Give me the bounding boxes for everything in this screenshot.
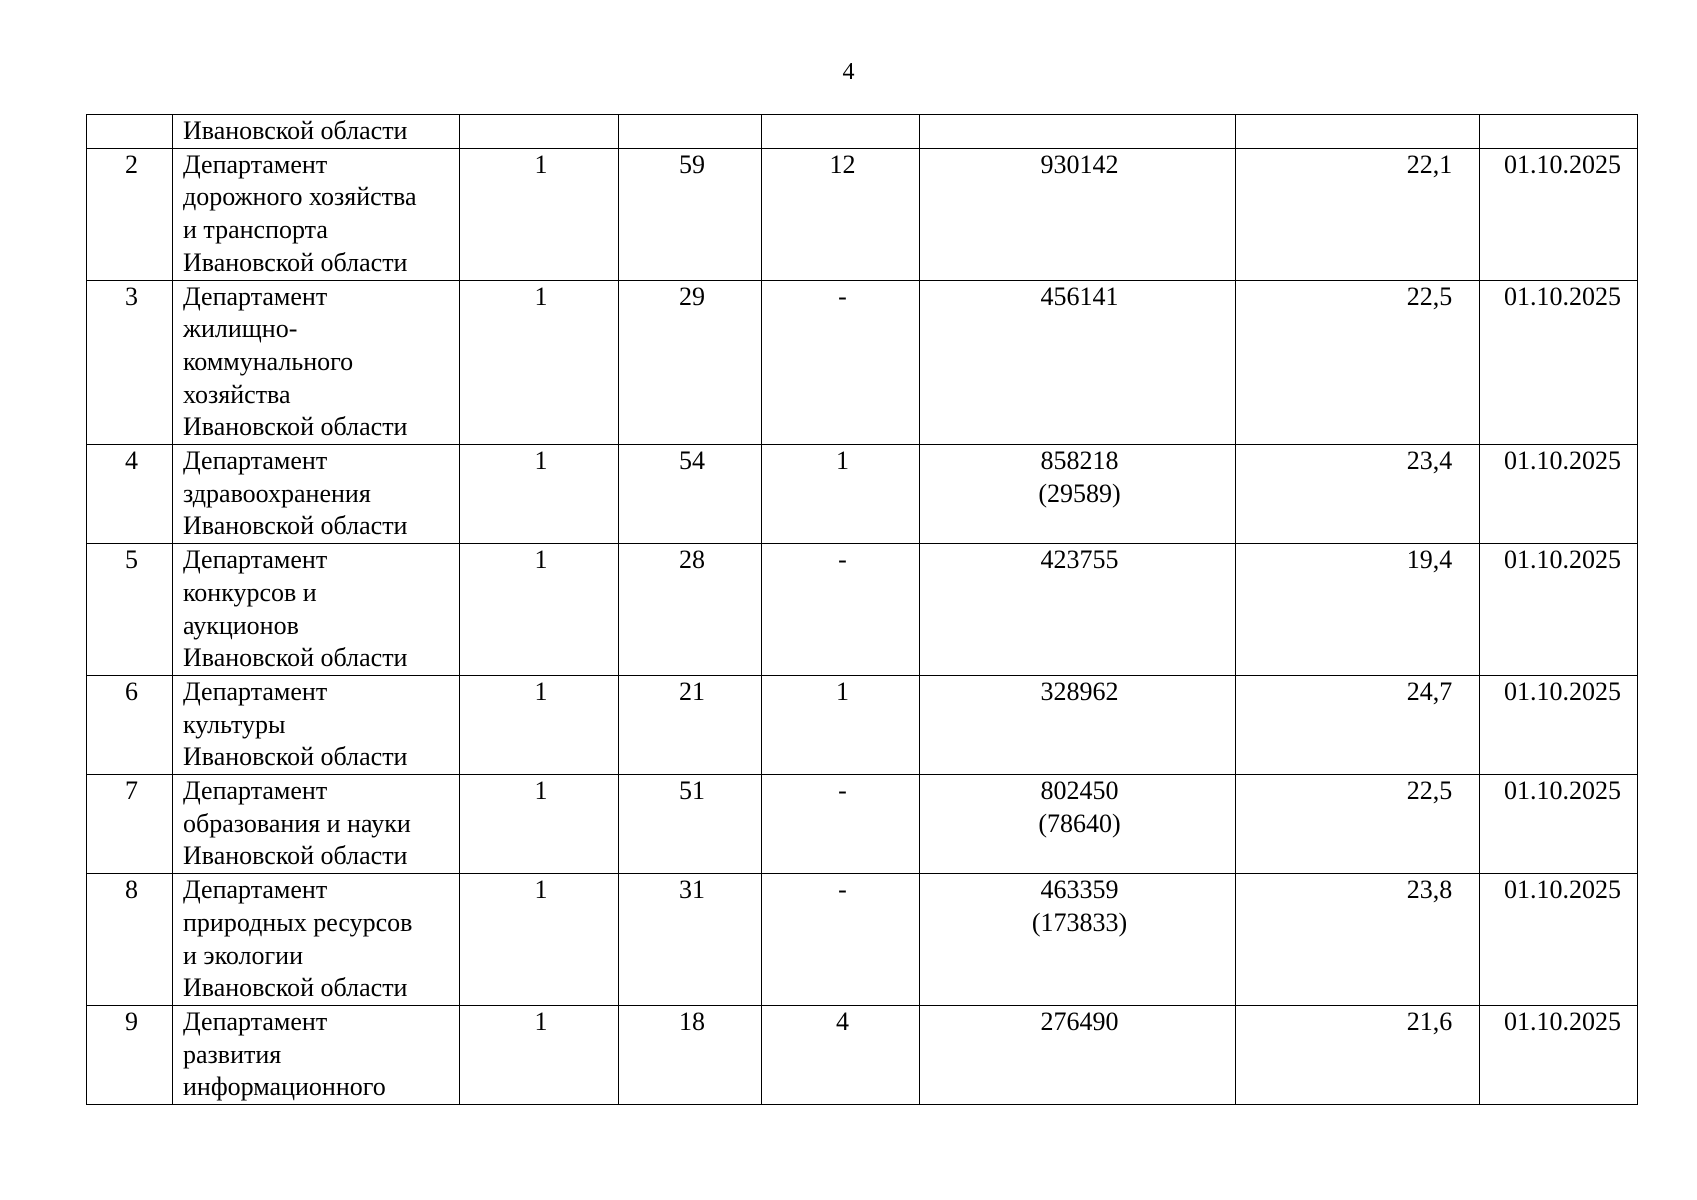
amount-cell: [920, 1005, 1236, 1104]
date-cell: 01.10.2025: [1480, 148, 1638, 280]
share-cell: 24,7: [1236, 675, 1480, 774]
share-cell: [1236, 115, 1480, 149]
department-name-line: природных ресурсов: [183, 907, 413, 937]
column-3-cell: 1: [460, 148, 619, 280]
table-body: [87, 115, 1638, 1105]
department-name-line: Ивановской области: [183, 643, 408, 673]
column-5-cell: -: [762, 280, 920, 445]
department-name-line: Ивановской области: [183, 511, 408, 541]
department-name-cell: [173, 445, 460, 544]
department-name-cell: [173, 148, 460, 280]
table-row: [87, 115, 1638, 149]
date-cell: 01.10.2025: [1480, 280, 1638, 445]
column-4-cell: 18: [619, 1005, 762, 1104]
column-5-cell: 1: [762, 445, 920, 544]
amount-cell: [920, 544, 1236, 676]
department-name-line: культуры: [183, 709, 286, 739]
column-3-cell: 1: [460, 544, 619, 676]
amount-cell: [920, 115, 1236, 149]
column-4-cell: 31: [619, 874, 762, 1006]
column-4-cell: 54: [619, 445, 762, 544]
date-cell: [1480, 115, 1638, 149]
department-name-line: аукционов: [183, 610, 299, 640]
share-cell: 22,5: [1236, 280, 1480, 445]
share-cell: 22,1: [1236, 148, 1480, 280]
row-number-cell: 8: [87, 874, 173, 1006]
table-row: [87, 775, 1638, 874]
page-number: 4: [842, 59, 855, 85]
column-4-cell: 28: [619, 544, 762, 676]
department-name-line: Департамент: [183, 676, 328, 706]
date-cell: 01.10.2025: [1480, 874, 1638, 1006]
amount-cell: [920, 445, 1236, 544]
department-name-cell: [173, 675, 460, 774]
amount-line: (173833): [1031, 907, 1128, 937]
column-4-cell: [619, 115, 762, 149]
department-name-cell: [173, 1005, 460, 1104]
department-name-line: здравоохранения: [183, 478, 371, 508]
column-5-cell: -: [762, 874, 920, 1006]
row-number-cell: [87, 115, 173, 149]
department-name-line: Департамент: [183, 446, 328, 476]
department-name-cell: [173, 775, 460, 874]
column-4-cell: 51: [619, 775, 762, 874]
date-cell: 01.10.2025: [1480, 675, 1638, 774]
column-3-cell: 1: [460, 445, 619, 544]
column-5-cell: [762, 115, 920, 149]
department-name-line: Ивановской области: [183, 973, 408, 1003]
row-number-cell: 6: [87, 675, 173, 774]
share-cell: 23,8: [1236, 874, 1480, 1006]
department-name-cell: [173, 280, 460, 445]
department-name-line: Департамент: [183, 281, 328, 311]
column-5-cell: 4: [762, 1005, 920, 1104]
department-name-line: образования и науки: [183, 808, 411, 838]
share-cell: 19,4: [1236, 544, 1480, 676]
share-cell: 23,4: [1236, 445, 1480, 544]
department-name-line: Ивановской области: [183, 412, 408, 442]
amount-line: (29589): [1038, 478, 1121, 508]
amount-cell: [920, 775, 1236, 874]
department-name-line: Департамент: [183, 776, 328, 806]
department-name-line: Ивановской области: [183, 841, 408, 871]
table-row: [87, 280, 1638, 445]
row-number-cell: 3: [87, 280, 173, 445]
department-name-line: дорожного хозяйства: [183, 182, 417, 212]
department-name-line: информационного: [183, 1072, 386, 1102]
column-5-cell: 1: [762, 675, 920, 774]
column-5-cell: 12: [762, 148, 920, 280]
amount-line: 328962: [1040, 676, 1119, 706]
amount-line: (78640): [1038, 808, 1121, 838]
table-row: [87, 675, 1638, 774]
date-cell: 01.10.2025: [1480, 445, 1638, 544]
department-name-line: коммунального: [183, 346, 354, 376]
column-3-cell: 1: [460, 675, 619, 774]
department-name-cell: [173, 115, 460, 149]
department-name-line: и экологии: [183, 940, 304, 970]
date-cell: 01.10.2025: [1480, 544, 1638, 676]
department-name-cell: [173, 874, 460, 1006]
table-row: [87, 544, 1638, 676]
department-name-cell: [173, 544, 460, 676]
column-4-cell: 59: [619, 148, 762, 280]
column-3-cell: 1: [460, 874, 619, 1006]
share-cell: 22,5: [1236, 775, 1480, 874]
amount-line: 930142: [1040, 149, 1119, 179]
department-name-line: и транспорта: [183, 215, 328, 245]
row-number-cell: 2: [87, 148, 173, 280]
department-name-line: Ивановской области: [183, 116, 408, 145]
row-number-cell: 4: [87, 445, 173, 544]
amount-line: 802450: [1040, 776, 1119, 806]
column-4-cell: 21: [619, 675, 762, 774]
column-3-cell: 1: [460, 775, 619, 874]
column-3-cell: 1: [460, 280, 619, 445]
amount-cell: [920, 280, 1236, 445]
row-number-cell: 9: [87, 1005, 173, 1104]
department-name-line: Департамент: [183, 875, 328, 905]
department-name-line: жилищно-: [183, 314, 298, 344]
date-cell: 01.10.2025: [1480, 1005, 1638, 1104]
table-row: [87, 445, 1638, 544]
department-name-line: конкурсов и: [183, 577, 317, 607]
amount-line: 276490: [1040, 1006, 1119, 1036]
department-name-line: хозяйства: [183, 379, 291, 409]
department-name-line: Департамент: [183, 1006, 328, 1036]
table-row: [87, 148, 1638, 280]
department-name-line: развития: [183, 1039, 282, 1069]
amount-line: 456141: [1040, 281, 1119, 311]
table-row: [87, 1005, 1638, 1104]
table-row: [87, 874, 1638, 1006]
department-name-line: Департамент: [183, 149, 328, 179]
row-number-cell: 5: [87, 544, 173, 676]
amount-line: 423755: [1040, 545, 1119, 575]
row-number-cell: 7: [87, 775, 173, 874]
column-4-cell: 29: [619, 280, 762, 445]
departments-table: [86, 114, 1638, 1105]
date-cell: 01.10.2025: [1480, 775, 1638, 874]
amount-cell: [920, 148, 1236, 280]
column-3-cell: 1: [460, 1005, 619, 1104]
amount-line: 463359: [1040, 875, 1119, 905]
amount-line: 858218: [1040, 446, 1119, 476]
amount-cell: [920, 675, 1236, 774]
column-5-cell: -: [762, 544, 920, 676]
department-name-line: Ивановской области: [183, 247, 408, 277]
department-name-line: Ивановской области: [183, 742, 408, 772]
amount-cell: [920, 874, 1236, 1006]
department-name-line: Департамент: [183, 545, 328, 575]
column-3-cell: [460, 115, 619, 149]
share-cell: 21,6: [1236, 1005, 1480, 1104]
column-5-cell: -: [762, 775, 920, 874]
